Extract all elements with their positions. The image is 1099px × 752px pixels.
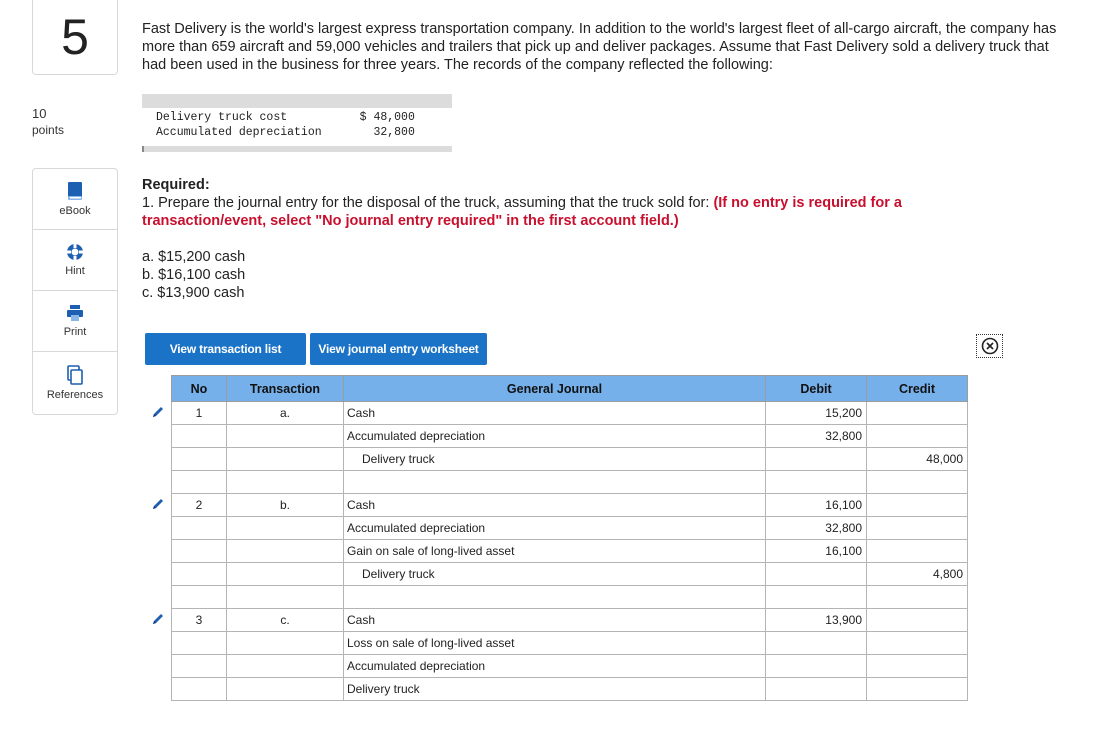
printer-icon — [66, 304, 84, 322]
close-icon — [981, 337, 999, 355]
table-row — [172, 632, 968, 655]
journal-body — [172, 402, 968, 701]
cell-transaction — [227, 655, 344, 678]
given-top-bar — [142, 94, 452, 108]
given-table — [142, 110, 415, 140]
choice-b: b. $16,100 cash — [142, 267, 246, 283]
hint-button[interactable] — [33, 230, 117, 291]
choice-c: c. $13,900 cash — [142, 285, 245, 301]
cell-account[interactable]: Accumulated depreciation — [344, 425, 766, 448]
table-row — [172, 609, 968, 632]
cell-no: 2 — [172, 494, 227, 517]
print-label: Print — [63, 326, 87, 338]
pencil-icon — [151, 497, 165, 511]
points-label: points — [32, 123, 65, 137]
given-value: $ 48,000 — [359, 111, 415, 124]
cell-debit — [766, 586, 867, 609]
cell-account[interactable]: Loss on sale of long-lived asset — [344, 632, 766, 655]
edit-entry-2-button[interactable] — [148, 494, 168, 514]
cell-credit — [867, 586, 968, 609]
print-button[interactable] — [33, 291, 117, 352]
cell-account[interactable]: Accumulated depreciation — [344, 517, 766, 540]
required-title: Required: — [142, 177, 210, 193]
cell-debit[interactable] — [766, 563, 867, 586]
cell-no — [172, 540, 227, 563]
edit-entry-1-button[interactable] — [148, 402, 168, 422]
cell-account[interactable]: Cash — [344, 402, 766, 425]
table-row — [172, 655, 968, 678]
cell-account — [344, 586, 766, 609]
required-question: 1. Prepare the journal entry for the disposal of the truck, assuming that the truck sold for: — [142, 195, 710, 211]
cell-credit — [867, 471, 968, 494]
cell-transaction — [227, 471, 344, 494]
table-row — [172, 678, 968, 701]
header-general-journal: General Journal — [344, 376, 766, 402]
edit-entry-3-button[interactable] — [148, 609, 168, 629]
general-journal-table — [171, 375, 968, 701]
cell-account[interactable]: Delivery truck — [344, 448, 766, 471]
cell-debit[interactable] — [766, 632, 867, 655]
table-row — [172, 448, 968, 471]
cell-debit[interactable] — [766, 678, 867, 701]
cell-credit[interactable] — [867, 609, 968, 632]
cell-transaction — [227, 632, 344, 655]
hint-label: Hint — [65, 265, 85, 277]
given-label: Delivery truck cost — [156, 111, 288, 124]
header-no: No — [172, 376, 227, 402]
given-data-box — [142, 94, 452, 152]
cell-debit[interactable] — [766, 655, 867, 678]
cell-credit[interactable]: 4,800 — [867, 563, 968, 586]
cell-credit[interactable] — [867, 425, 968, 448]
view-transaction-list-button[interactable]: View transaction list — [145, 333, 306, 365]
cell-no — [172, 425, 227, 448]
view-journal-entry-worksheet-button[interactable]: View journal entry worksheet — [310, 333, 487, 365]
pencil-icon — [151, 612, 165, 626]
cell-account[interactable]: Cash — [344, 609, 766, 632]
cell-no — [172, 586, 227, 609]
given-value: 32,800 — [373, 126, 415, 139]
cell-debit[interactable]: 16,100 — [766, 494, 867, 517]
cell-credit[interactable]: 48,000 — [867, 448, 968, 471]
table-row — [172, 425, 968, 448]
choices-list — [142, 248, 245, 302]
required-note: (If no entry is required for a transaction/event, select "No journal entry required" in the first account field.) — [142, 195, 902, 229]
cell-account[interactable]: Delivery truck — [344, 563, 766, 586]
cell-debit[interactable]: 16,100 — [766, 540, 867, 563]
journal-header-row — [172, 376, 968, 402]
cell-transaction — [227, 448, 344, 471]
references-button[interactable] — [33, 352, 117, 414]
cell-debit[interactable]: 15,200 — [766, 402, 867, 425]
table-row — [172, 540, 968, 563]
points-box — [32, 106, 64, 138]
cell-transaction — [227, 425, 344, 448]
cell-no — [172, 471, 227, 494]
cell-transaction: b. — [227, 494, 344, 517]
cell-no — [172, 655, 227, 678]
cell-account — [344, 471, 766, 494]
cell-no — [172, 678, 227, 701]
cell-transaction — [227, 586, 344, 609]
cell-account[interactable]: Gain on sale of long-lived asset — [344, 540, 766, 563]
book-icon — [66, 181, 84, 201]
header-debit: Debit — [766, 376, 867, 402]
cell-debit[interactable]: 32,800 — [766, 517, 867, 540]
documents-icon — [66, 365, 84, 385]
cell-account[interactable]: Cash — [344, 494, 766, 517]
choice-a: a. $15,200 cash — [142, 249, 246, 265]
question-number — [32, 0, 118, 75]
header-credit: Credit — [867, 376, 968, 402]
cell-debit[interactable]: 32,800 — [766, 425, 867, 448]
table-row — [172, 517, 968, 540]
cell-debit[interactable] — [766, 448, 867, 471]
cell-transaction — [227, 540, 344, 563]
cell-account[interactable]: Accumulated depreciation — [344, 655, 766, 678]
cell-no — [172, 448, 227, 471]
table-row — [172, 402, 968, 425]
table-row — [172, 494, 968, 517]
cell-credit[interactable] — [867, 494, 968, 517]
cell-debit[interactable]: 13,900 — [766, 609, 867, 632]
cell-credit[interactable] — [867, 517, 968, 540]
given-bottom-bar — [142, 146, 452, 152]
cell-credit[interactable] — [867, 678, 968, 701]
cell-transaction — [227, 678, 344, 701]
cell-no: 1 — [172, 402, 227, 425]
cell-credit[interactable] — [867, 402, 968, 425]
cell-no — [172, 563, 227, 586]
cell-transaction — [227, 563, 344, 586]
cell-no — [172, 632, 227, 655]
journal-spacer-row — [172, 471, 968, 494]
cell-credit[interactable] — [867, 632, 968, 655]
question-intro: Fast Delivery is the world's largest express transportation company. In addition to the world's largest fleet of all-cargo aircraft, the company has more than 659 aircraft and 59,000 vehicles and trailers that pick up and deliver packages. Assume that Fast Delivery sold a delivery truck that had been used in the business for three years. The records of the company reflected the following: — [142, 21, 1057, 73]
required-section — [142, 176, 1002, 230]
cell-credit[interactable] — [867, 540, 968, 563]
given-row — [142, 125, 415, 140]
pencil-icon — [151, 405, 165, 419]
journal-spacer-row — [172, 586, 968, 609]
cell-transaction: c. — [227, 609, 344, 632]
ebook-label: eBook — [59, 205, 91, 217]
question-number-text: 5 — [61, 9, 89, 65]
cell-no — [172, 517, 227, 540]
table-row — [172, 563, 968, 586]
references-label: References — [46, 389, 104, 401]
cell-credit[interactable] — [867, 655, 968, 678]
cell-no: 3 — [172, 609, 227, 632]
cell-transaction — [227, 517, 344, 540]
ebook-button[interactable] — [33, 169, 117, 230]
close-button[interactable] — [976, 334, 1003, 358]
cell-account[interactable]: Delivery truck — [344, 678, 766, 701]
cell-debit — [766, 471, 867, 494]
points-value: 10 — [32, 106, 47, 121]
tools-panel — [32, 168, 118, 415]
given-label: Accumulated depreciation — [156, 126, 322, 139]
header-transaction: Transaction — [227, 376, 344, 402]
given-row — [142, 110, 415, 125]
lifebuoy-icon — [66, 243, 84, 261]
cell-transaction: a. — [227, 402, 344, 425]
